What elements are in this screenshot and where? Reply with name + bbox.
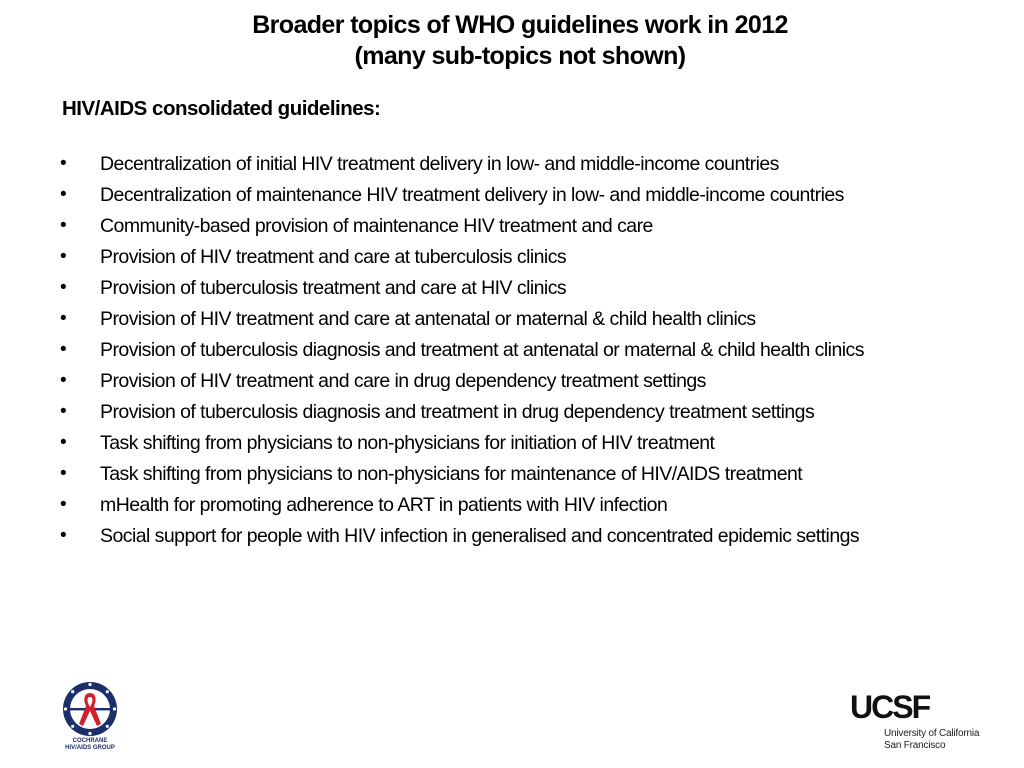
list-item: [60, 152, 960, 176]
list-item-text: Provision of tuberculosis treatment and care at HIV clinics: [100, 277, 567, 299]
list-item-text: Provision of tuberculosis diagnosis and treatment in drug dependency treatment settings: [100, 401, 815, 423]
ucsf-tagline-line2: San Francisco: [884, 740, 946, 751]
ucsf-tagline-line1: University of California: [884, 728, 980, 739]
list-item-text: Social support for people with HIV infection in generalised and concentrated epidemic settings: [100, 525, 860, 547]
slide-title-line1: Broader topics of WHO guidelines work in 2012: [252, 11, 788, 39]
list-item: [60, 183, 960, 207]
list-item-text: Decentralization of maintenance HIV treatment delivery in low- and middle-income countries: [100, 184, 844, 206]
list-item-text: Task shifting from physicians to non-physicians for initiation of HIV treatment: [100, 432, 715, 454]
bullet-icon: •: [60, 339, 67, 360]
bullet-icon: •: [60, 308, 67, 329]
bullet-icon: •: [60, 215, 67, 236]
list-item-text: Decentralization of initial HIV treatment delivery in low- and middle-income countries: [100, 153, 779, 175]
list-item: [60, 431, 960, 455]
bullet-icon: •: [60, 525, 67, 546]
section-heading: HIV/AIDS consolidated guidelines:: [62, 97, 381, 120]
cochrane-logo-line2: HIV/AIDS GROUP: [65, 745, 115, 751]
ucsf-logo-tagline: [884, 728, 979, 752]
slide-title: [0, 10, 1024, 72]
list-item: [60, 524, 960, 548]
ucsf-logo: UCSF: [850, 689, 930, 725]
slide-title-line2: (many sub-topics not shown): [354, 42, 686, 70]
list-item: [60, 369, 960, 393]
bullet-icon: •: [60, 432, 67, 453]
list-item-text: Provision of HIV treatment and care in drug dependency treatment settings: [100, 370, 706, 392]
bullet-icon: •: [60, 494, 67, 515]
bullet-icon: •: [60, 401, 67, 422]
cochrane-logo-text: [52, 738, 128, 752]
bullet-icon: •: [60, 370, 67, 391]
guideline-topic-list: [60, 152, 960, 555]
bullet-icon: •: [60, 246, 67, 267]
list-item-text: Provision of tuberculosis diagnosis and treatment at antenatal or maternal & child health clinics: [100, 339, 864, 361]
list-item-text: Provision of HIV treatment and care at tuberculosis clinics: [100, 246, 567, 268]
cochrane-logo-line1: COCHRANE: [72, 738, 108, 744]
list-item: [60, 245, 960, 269]
list-item: [60, 276, 960, 300]
list-item: [60, 307, 960, 331]
bullet-icon: •: [60, 184, 67, 205]
list-item-text: mHealth for promoting adherence to ART in patients with HIV infection: [100, 494, 668, 516]
list-item: [60, 400, 960, 424]
list-item-text: Provision of HIV treatment and care at antenatal or maternal & child health clinics: [100, 308, 756, 330]
list-item-text: Community-based provision of maintenance HIV treatment and care: [100, 215, 653, 237]
list-item-text: Task shifting from physicians to non-physicians for maintenance of HIV/AIDS treatment: [100, 463, 803, 485]
list-item: [60, 338, 960, 362]
list-item: [60, 462, 960, 486]
list-item: [60, 493, 960, 517]
list-item: [60, 214, 960, 238]
bullet-icon: •: [60, 277, 67, 298]
bullet-icon: •: [60, 153, 67, 174]
bullet-icon: •: [60, 463, 67, 484]
